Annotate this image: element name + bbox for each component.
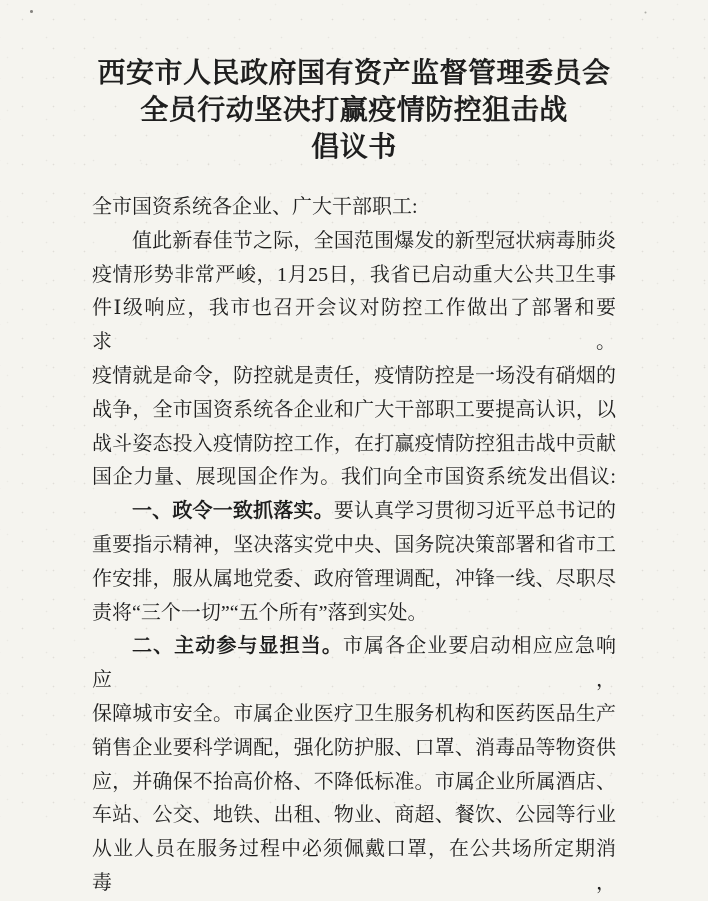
body-line [92, 597, 616, 631]
line-text: 国企力量、展现国企作为。我们向全市国资系统发出倡议: [92, 466, 616, 489]
body-line [92, 191, 616, 225]
body-line [92, 766, 616, 800]
body-line [92, 394, 616, 428]
line-text: 作安排，服从属地党委、政府管理调配，冲锋一线、尽职尽 [92, 567, 616, 590]
line-text: 件Ⅰ级响应，我市也召开会议对防控工作做出了部署和要求。 [92, 297, 616, 354]
line-text: 车站、公交、地铁、出租、物业、商超、餐饮、公园等行业 [92, 804, 616, 827]
body-line [92, 495, 616, 529]
body-line [92, 799, 616, 833]
line-text: 要认真学习贯彻习近平总书记的 [333, 500, 617, 523]
body-line [92, 833, 616, 901]
body-line [92, 225, 616, 259]
body-line [92, 428, 616, 462]
title-line: 全员行动坚决打赢疫情防控狙击战 [140, 95, 568, 126]
body-line [92, 630, 616, 698]
line-text: 值此新春佳节之际，全国范围爆发的新型冠状病毒肺炎 [132, 229, 616, 252]
body-line [92, 461, 616, 495]
body-line [92, 563, 616, 597]
document-body [92, 191, 616, 901]
title-line: 西安市人民政府国有资产监督管理委员会 [97, 58, 611, 89]
line-text: 销售企业要科学调配，强化防护服、口罩、消毒品等物资供 [92, 736, 616, 759]
line-text: 从业人员在服务过程中必须佩戴口罩，在公共场所定期消毒， [92, 838, 616, 894]
line-text: 战斗姿态投入疫情防控工作，在打赢疫情防控狙击战中贡献 [92, 432, 616, 455]
section-heading-text: 二、主动参与显担当。 [132, 635, 343, 658]
line-text: 责将“三个一切”“五个所有”落到实处。 [92, 601, 428, 624]
line-text: 疫情就是命令，防控就是责任，疫情防控是一场没有硝烟的 [92, 364, 616, 387]
title-line: 倡议书 [311, 132, 397, 163]
body-line [92, 292, 616, 360]
body-line [92, 732, 616, 766]
line-text: 应，并确保不抬高价格、不降低标准。市属企业所属酒店、 [92, 770, 616, 793]
body-line [92, 259, 616, 293]
line-text: 重要指示精神，坚决落实党中央、国务院决策部署和省市工 [92, 533, 616, 556]
line-text: 疫情形势非常严峻，1月25日，我省已启动重大公共卫生事 [92, 263, 616, 286]
body-line [92, 529, 616, 563]
line-text: 保障城市安全。市属企业医疗卫生服务机构和医药医品生产 [92, 702, 616, 725]
document-title [0, 0, 708, 166]
line-text: 市属各企业要启动相应应急响应， [92, 635, 617, 692]
body-line [92, 698, 616, 732]
line-text: 全市国资系统各企业、广大干部职工: [92, 196, 418, 218]
line-text: 战争，全市国资系统各企业和广大干部职工要提高认识，以 [92, 398, 616, 421]
body-line [92, 360, 616, 394]
section-heading-text: 一、政令一致抓落实。 [132, 500, 334, 523]
